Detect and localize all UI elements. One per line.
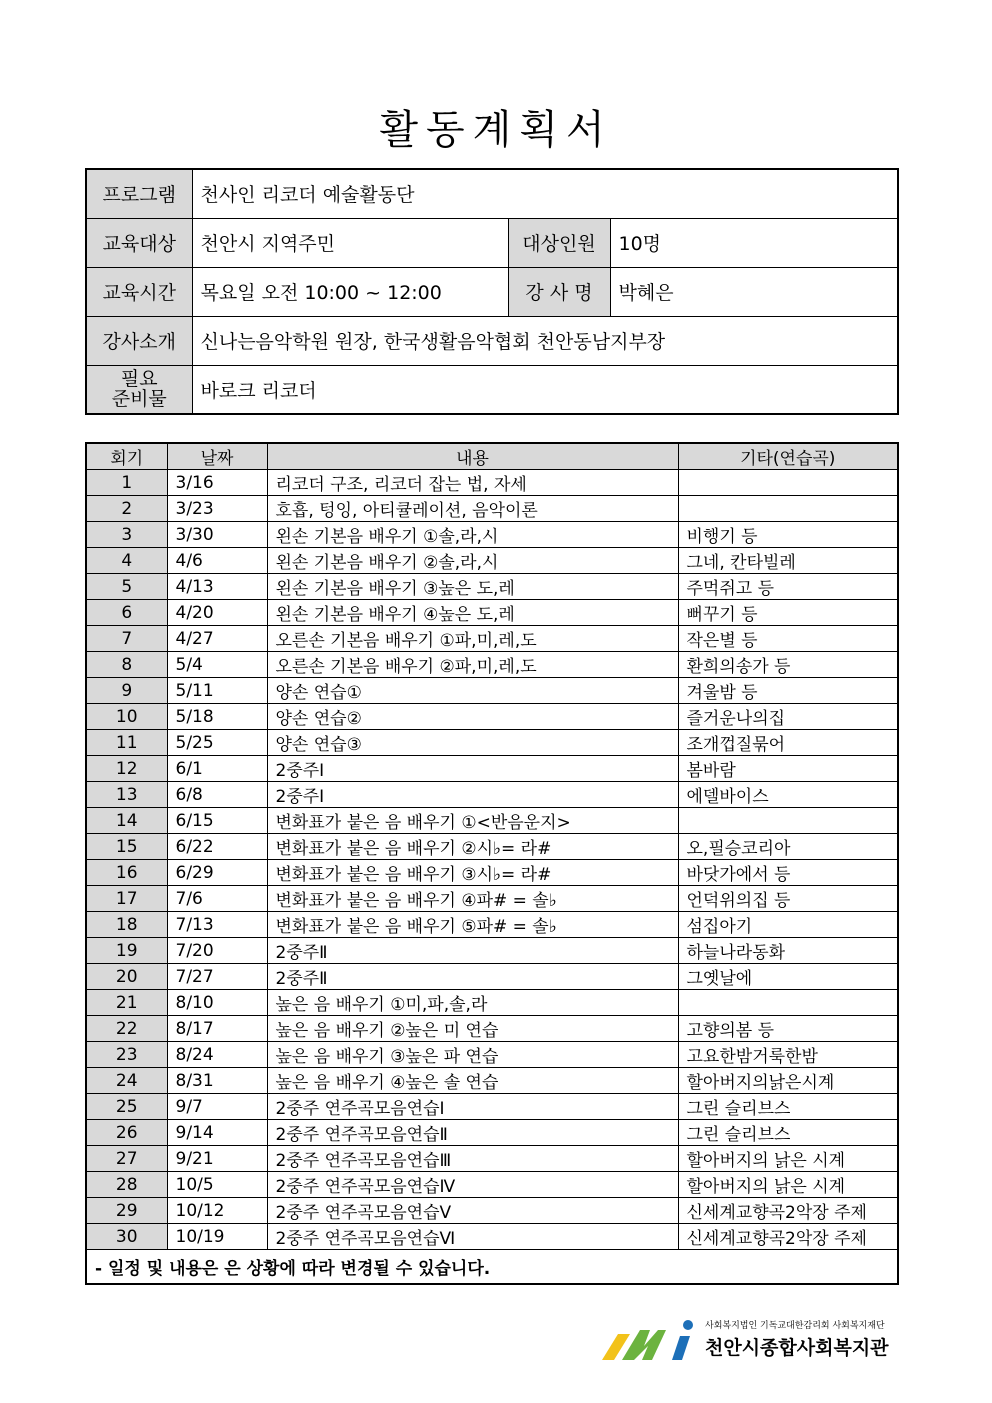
schedule-row xyxy=(86,1094,898,1120)
session-cell: 8 xyxy=(86,652,167,678)
content-cell: 2중주 연주곡모음연습Ⅴ xyxy=(267,1198,678,1224)
date-cell: 10/19 xyxy=(167,1224,267,1250)
date-cell: 6/15 xyxy=(167,808,267,834)
date-cell: 4/20 xyxy=(167,600,267,626)
time-row xyxy=(86,267,898,316)
date-cell: 6/8 xyxy=(167,782,267,808)
program-value: 천사인 리코더 예술활동단 xyxy=(192,169,898,218)
header-date: 날짜 xyxy=(167,443,267,470)
content-cell: 높은 음 배우기 ④높은 솔 연습 xyxy=(267,1068,678,1094)
schedule-row xyxy=(86,574,898,600)
content-cell: 2중주 연주곡모음연습Ⅲ xyxy=(267,1146,678,1172)
schedule-row xyxy=(86,1016,898,1042)
instructor-value: 박혜은 xyxy=(610,267,898,316)
session-cell: 28 xyxy=(86,1172,167,1198)
content-cell: 변화표가 붙은 음 배우기 ⑤파# = 솔♭ xyxy=(267,912,678,938)
schedule-row xyxy=(86,678,898,704)
practice-song-cell: 그옛날에 xyxy=(678,964,898,990)
practice-song-cell xyxy=(678,496,898,522)
intro-value: 신나는음악학원 원장, 한국생활음악협회 천안동남지부장 xyxy=(192,316,898,365)
time-value: 목요일 오전 10:00 ~ 12:00 xyxy=(192,267,508,316)
prep-label-line-2: 준비물 xyxy=(111,388,167,411)
session-cell: 30 xyxy=(86,1224,167,1250)
date-cell: 9/7 xyxy=(167,1094,267,1120)
date-cell: 8/24 xyxy=(167,1042,267,1068)
target-value: 천안시 지역주민 xyxy=(192,218,508,267)
schedule-row xyxy=(86,886,898,912)
date-cell: 8/10 xyxy=(167,990,267,1016)
practice-song-cell: 조개껍질묶어 xyxy=(678,730,898,756)
practice-song-cell: 고향의봄 등 xyxy=(678,1016,898,1042)
prep-value: 바로크 리코더 xyxy=(192,365,898,414)
intro-label: 강사소개 xyxy=(86,316,192,365)
schedule-row xyxy=(86,834,898,860)
session-cell: 27 xyxy=(86,1146,167,1172)
program-info-table xyxy=(85,168,899,415)
schedule-note: - 일정 및 내용은 은 상황에 따라 변경될 수 있습니다. xyxy=(86,1250,898,1284)
session-cell: 7 xyxy=(86,626,167,652)
schedule-row xyxy=(86,1146,898,1172)
content-cell: 높은 음 배우기 ③높은 파 연습 xyxy=(267,1042,678,1068)
session-cell: 26 xyxy=(86,1120,167,1146)
content-cell: 양손 연습① xyxy=(267,678,678,704)
org-name: 천안시종합사회복지관 xyxy=(705,1337,889,1359)
session-cell: 1 xyxy=(86,470,167,496)
instructor-label: 강 사 명 xyxy=(508,267,610,316)
date-cell: 6/29 xyxy=(167,860,267,886)
prep-row xyxy=(86,365,898,414)
schedule-row xyxy=(86,808,898,834)
date-cell: 3/30 xyxy=(167,522,267,548)
schedule-row xyxy=(86,548,898,574)
content-cell: 왼손 기본음 배우기 ④높은 도,레 xyxy=(267,600,678,626)
content-cell: 오른손 기본음 배우기 ①파,미,레,도 xyxy=(267,626,678,652)
session-cell: 16 xyxy=(86,860,167,886)
session-cell: 2 xyxy=(86,496,167,522)
practice-song-cell xyxy=(678,990,898,1016)
date-cell: 7/27 xyxy=(167,964,267,990)
content-cell: 변화표가 붙은 음 배우기 ①<반음운지> xyxy=(267,808,678,834)
session-cell: 4 xyxy=(86,548,167,574)
session-cell: 12 xyxy=(86,756,167,782)
content-cell: 변화표가 붙은 음 배우기 ④파# = 솔♭ xyxy=(267,886,678,912)
date-cell: 6/1 xyxy=(167,756,267,782)
content-cell: 왼손 기본음 배우기 ②솔,라,시 xyxy=(267,548,678,574)
content-cell: 2중주 연주곡모음연습Ⅰ xyxy=(267,1094,678,1120)
practice-song-cell: 그린 슬리브스 xyxy=(678,1120,898,1146)
practice-song-cell: 봄바람 xyxy=(678,756,898,782)
schedule-row xyxy=(86,938,898,964)
schedule-row xyxy=(86,990,898,1016)
session-cell: 22 xyxy=(86,1016,167,1042)
schedule-row xyxy=(86,1120,898,1146)
date-cell: 3/23 xyxy=(167,496,267,522)
prep-label xyxy=(86,365,192,414)
content-cell: 2중주Ⅱ xyxy=(267,964,678,990)
practice-song-cell: 섬집아기 xyxy=(678,912,898,938)
session-cell: 18 xyxy=(86,912,167,938)
schedule-row xyxy=(86,756,898,782)
practice-song-cell: 신세계교향곡2악장 주제 xyxy=(678,1224,898,1250)
practice-song-cell: 할아버지의 낡은 시계 xyxy=(678,1146,898,1172)
session-cell: 13 xyxy=(86,782,167,808)
date-cell: 5/18 xyxy=(167,704,267,730)
content-cell: 호흡, 텅잉, 아티큘레이션, 음악이론 xyxy=(267,496,678,522)
session-cell: 14 xyxy=(86,808,167,834)
content-cell: 높은 음 배우기 ①미,파,솔,라 xyxy=(267,990,678,1016)
practice-song-cell: 즐거운나의집 xyxy=(678,704,898,730)
date-cell: 6/22 xyxy=(167,834,267,860)
session-cell: 20 xyxy=(86,964,167,990)
date-cell: 10/5 xyxy=(167,1172,267,1198)
practice-song-cell: 할아버지의 낡은 시계 xyxy=(678,1172,898,1198)
session-cell: 5 xyxy=(86,574,167,600)
practice-song-cell: 비행기 등 xyxy=(678,522,898,548)
date-cell: 10/12 xyxy=(167,1198,267,1224)
practice-song-cell xyxy=(678,470,898,496)
content-cell: 양손 연습② xyxy=(267,704,678,730)
date-cell: 8/17 xyxy=(167,1016,267,1042)
session-cell: 21 xyxy=(86,990,167,1016)
date-cell: 4/27 xyxy=(167,626,267,652)
time-label: 교육시간 xyxy=(86,267,192,316)
date-cell: 5/11 xyxy=(167,678,267,704)
practice-song-cell: 작은별 등 xyxy=(678,626,898,652)
content-cell: 왼손 기본음 배우기 ①솔,라,시 xyxy=(267,522,678,548)
schedule-row xyxy=(86,730,898,756)
date-cell: 5/25 xyxy=(167,730,267,756)
schedule-row xyxy=(86,470,898,496)
practice-song-cell: 하늘나라동화 xyxy=(678,938,898,964)
target-row xyxy=(86,218,898,267)
count-label: 대상인원 xyxy=(508,218,610,267)
header-practice-song: 기타(연습곡) xyxy=(678,443,898,470)
content-cell: 2중주 연주곡모음연습Ⅳ xyxy=(267,1172,678,1198)
schedule-row xyxy=(86,1198,898,1224)
content-cell: 변화표가 붙은 음 배우기 ③시♭= 라# xyxy=(267,860,678,886)
session-cell: 24 xyxy=(86,1068,167,1094)
practice-song-cell: 환희의송가 등 xyxy=(678,652,898,678)
header-session: 회기 xyxy=(86,443,167,470)
date-cell: 4/13 xyxy=(167,574,267,600)
program-label: 프로그램 xyxy=(86,169,192,218)
note-row xyxy=(86,1250,898,1284)
logo-mark-icon xyxy=(600,1316,700,1366)
session-cell: 6 xyxy=(86,600,167,626)
schedule-row xyxy=(86,1068,898,1094)
schedule-row xyxy=(86,1172,898,1198)
date-cell: 9/21 xyxy=(167,1146,267,1172)
prep-label-line-1: 필요 xyxy=(120,368,158,391)
org-subtitle: 사회복지법인 기독교대한감리회 사회복지재단 xyxy=(705,1321,885,1331)
practice-song-cell: 그린 슬리브스 xyxy=(678,1094,898,1120)
session-cell: 3 xyxy=(86,522,167,548)
session-cell: 15 xyxy=(86,834,167,860)
schedule-header-row xyxy=(86,443,898,470)
target-label: 교육대상 xyxy=(86,218,192,267)
schedule-row xyxy=(86,1042,898,1068)
date-cell: 7/20 xyxy=(167,938,267,964)
session-cell: 17 xyxy=(86,886,167,912)
session-cell: 9 xyxy=(86,678,167,704)
practice-song-cell: 그네, 칸타빌레 xyxy=(678,548,898,574)
practice-song-cell: 고요한밤거룩한밤 xyxy=(678,1042,898,1068)
practice-song-cell: 할아버지의낡은시계 xyxy=(678,1068,898,1094)
schedule-row xyxy=(86,782,898,808)
content-cell: 2중주 연주곡모음연습Ⅱ xyxy=(267,1120,678,1146)
date-cell: 3/16 xyxy=(167,470,267,496)
practice-song-cell: 주먹쥐고 등 xyxy=(678,574,898,600)
content-cell: 2중주Ⅰ xyxy=(267,782,678,808)
session-cell: 10 xyxy=(86,704,167,730)
content-cell: 2중주Ⅱ xyxy=(267,938,678,964)
content-cell: 양손 연습③ xyxy=(267,730,678,756)
schedule-row xyxy=(86,860,898,886)
count-value: 10명 xyxy=(610,218,898,267)
practice-song-cell: 에델바이스 xyxy=(678,782,898,808)
intro-row xyxy=(86,316,898,365)
practice-song-cell: 신세계교향곡2악장 주제 xyxy=(678,1198,898,1224)
date-cell: 9/14 xyxy=(167,1120,267,1146)
schedule-row xyxy=(86,626,898,652)
practice-song-cell: 겨울밤 등 xyxy=(678,678,898,704)
content-cell: 왼손 기본음 배우기 ③높은 도,레 xyxy=(267,574,678,600)
date-cell: 7/6 xyxy=(167,886,267,912)
practice-song-cell: 오,필승코리아 xyxy=(678,834,898,860)
schedule-row xyxy=(86,522,898,548)
content-cell: 오른손 기본음 배우기 ②파,미,레,도 xyxy=(267,652,678,678)
schedule-row xyxy=(86,652,898,678)
header-content: 내용 xyxy=(267,443,678,470)
practice-song-cell: 바닷가에서 등 xyxy=(678,860,898,886)
date-cell: 5/4 xyxy=(167,652,267,678)
schedule-table xyxy=(85,442,899,1285)
content-cell: 변화표가 붙은 음 배우기 ②시♭= 라# xyxy=(267,834,678,860)
session-cell: 19 xyxy=(86,938,167,964)
session-cell: 11 xyxy=(86,730,167,756)
content-cell: 리코더 구조, 리코더 잡는 법, 자세 xyxy=(267,470,678,496)
session-cell: 29 xyxy=(86,1198,167,1224)
schedule-row xyxy=(86,496,898,522)
schedule-row xyxy=(86,704,898,730)
program-row xyxy=(86,169,898,218)
schedule-row xyxy=(86,912,898,938)
date-cell: 4/6 xyxy=(167,548,267,574)
date-cell: 7/13 xyxy=(167,912,267,938)
schedule-row xyxy=(86,1224,898,1250)
date-cell: 8/31 xyxy=(167,1068,267,1094)
content-cell: 높은 음 배우기 ②높은 미 연습 xyxy=(267,1016,678,1042)
content-cell: 2중주Ⅰ xyxy=(267,756,678,782)
session-cell: 25 xyxy=(86,1094,167,1120)
session-cell: 23 xyxy=(86,1042,167,1068)
practice-song-cell: 뻐꾸기 등 xyxy=(678,600,898,626)
page-title: 활동계획서 xyxy=(379,107,613,153)
practice-song-cell xyxy=(678,808,898,834)
schedule-row xyxy=(86,600,898,626)
schedule-row xyxy=(86,964,898,990)
practice-song-cell: 언덕위의집 등 xyxy=(678,886,898,912)
content-cell: 2중주 연주곡모음연습Ⅵ xyxy=(267,1224,678,1250)
